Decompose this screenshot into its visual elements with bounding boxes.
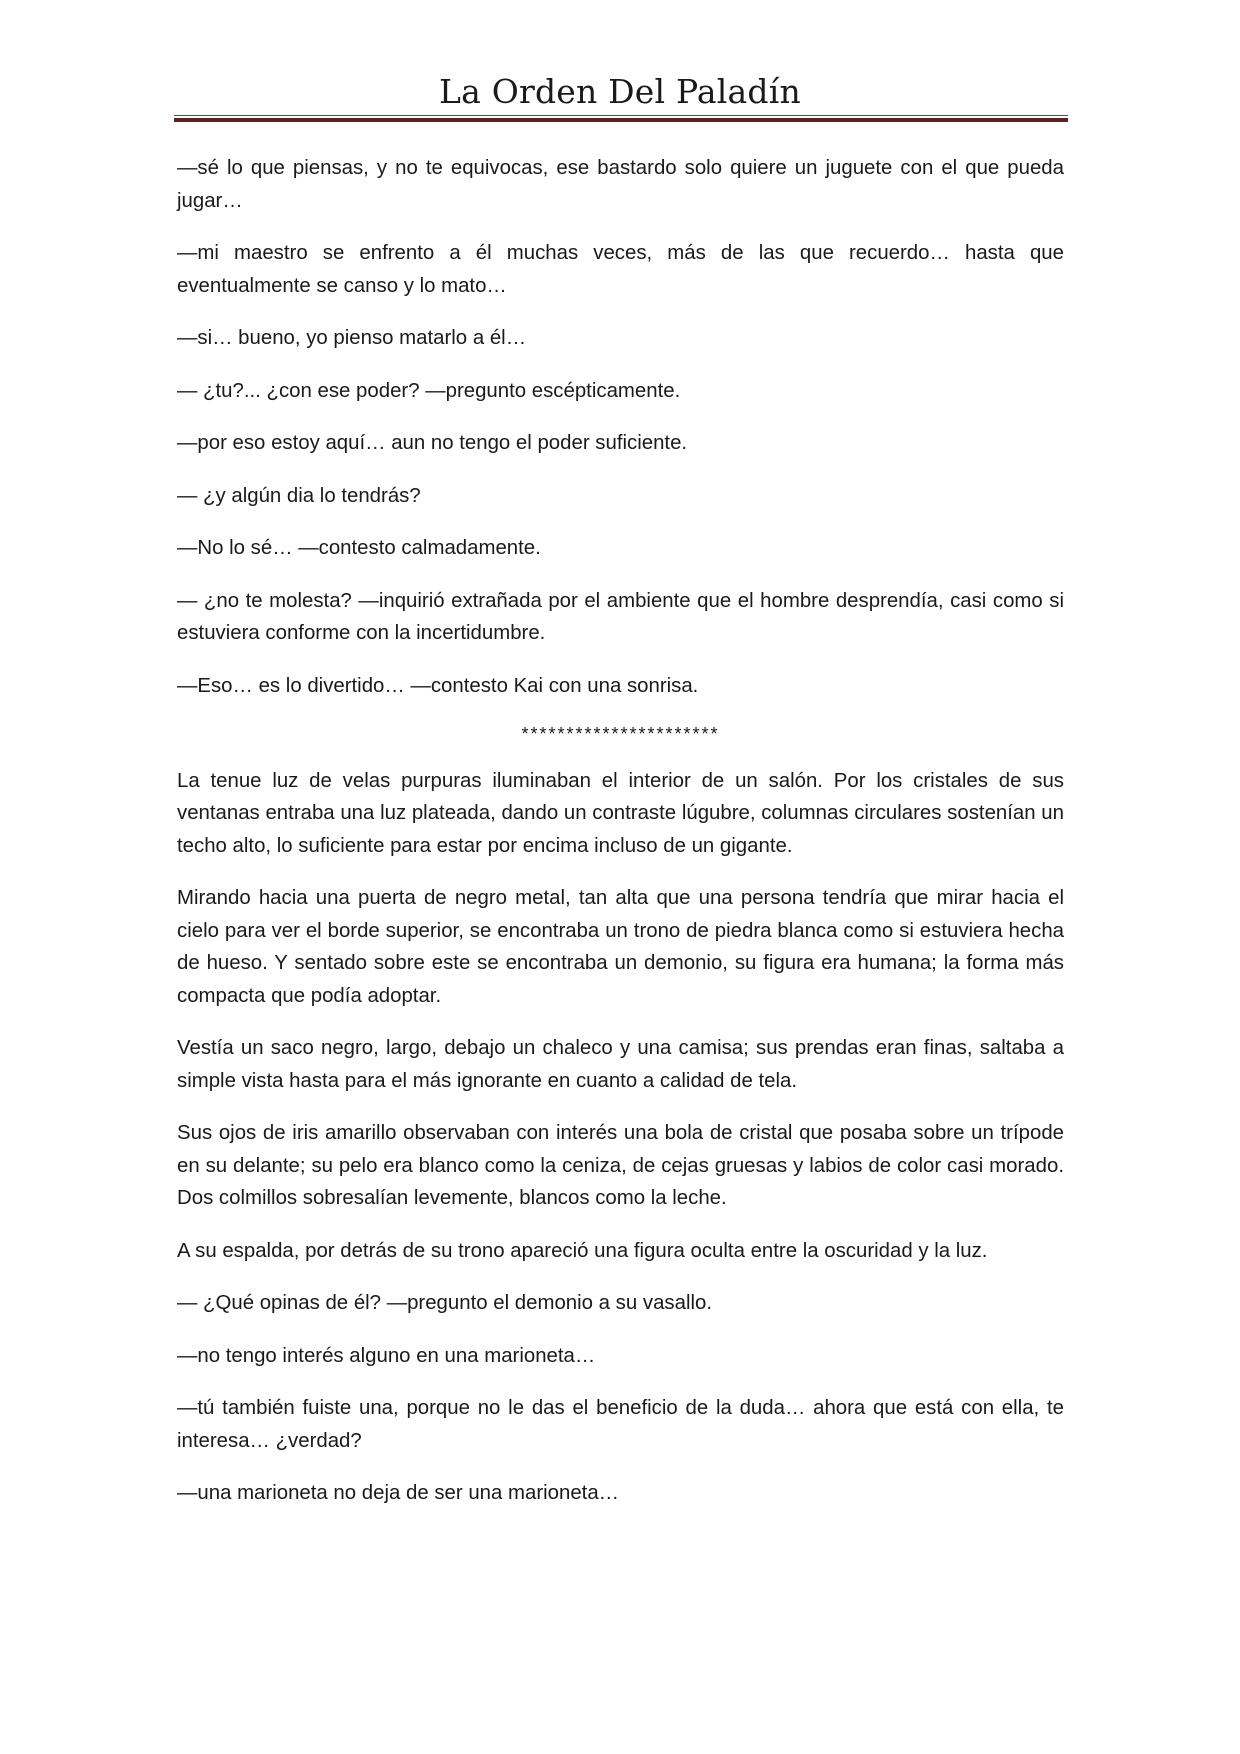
paragraph: —tú también fuiste una, porque no le das el beneficio de la duda… ahora que está con ella, te interesa… ¿verdad? [177,1397,1064,1452]
paragraph: Mirando hacia una puerta de negro metal, tan alta que una persona tendría que mirar hacia el cielo para ver el borde superior, se encontraba un trono de piedra blanca como si estuviera hecha de hueso. Y sentado sobre este se encontraba un demonio, su figura era humana; la forma más compacta que podía adoptar. [177,887,1064,1007]
paragraph: — ¿Qué opinas de él? —pregunto el demonio a su vasallo. [177,1292,713,1314]
paragraph: —por eso estoy aquí… aun no tengo el poder suficiente. [177,432,688,454]
scene-separator: ********************** [521,724,720,744]
paragraph: — ¿no te molesta? —inquirió extrañada por el ambiente que el hombre desprendía, casi como si estuviera conforme con la incertidumbre. [177,589,1064,644]
header-rule-thin [174,115,1068,116]
paragraph: —mi maestro se enfrento a él muchas veces, más de las que recuerdo… hasta que eventualmente se canso y lo mato… [177,242,1064,297]
paragraph: —si… bueno, yo pienso matarlo a él… [177,327,527,349]
paragraph: A su espalda, por detrás de su trono apareció una figura oculta entre la oscuridad y la luz. [177,1239,988,1262]
paragraph: Sus ojos de iris amarillo observaban con interés una bola de cristal que posaba sobre un trípode en su delante; su pelo era blanco como la ceniza, de cejas gruesas y labios de color casi morado. Dos colmillos sobresalían levemente, blancos como la leche. [177,1122,1064,1209]
paragraph: —una marioneta no deja de ser una marioneta… [177,1482,620,1504]
paragraph: La tenue luz de velas purpuras iluminaban el interior de un salón. Por los cristales de sus ventanas entraba una luz plateada, dando un contraste lúgubre, columnas circulares sostenían un techo alto, lo suficiente para estar por encima incluso de un gigante. [177,769,1064,857]
header-rule-thick [174,118,1068,122]
page-header-title: La Orden Del Paladín [439,72,801,111]
paragraph: —Eso… es lo divertido… —contesto Kai con una sonrisa. [177,674,699,697]
body-text [177,152,1064,1530]
paragraph: — ¿y algún dia lo tendrás? [177,484,421,507]
paragraph: —sé lo que piensas, y no te equivocas, ese bastardo solo quiere un juguete con el que pueda jugar… [177,157,1064,212]
paragraph: —no tengo interés alguno en una marioneta… [177,1344,596,1367]
paragraph: —No lo sé… —contesto calmadamente. [177,537,541,559]
paragraph: Vestía un saco negro, largo, debajo un chaleco y una camisa; sus prendas eran finas, saltaba a simple vista hasta para el más ignorante en cuanto a calidad de tela. [177,1037,1064,1092]
paragraph: — ¿tu?... ¿con ese poder? —pregunto escépticamente. [177,379,681,402]
